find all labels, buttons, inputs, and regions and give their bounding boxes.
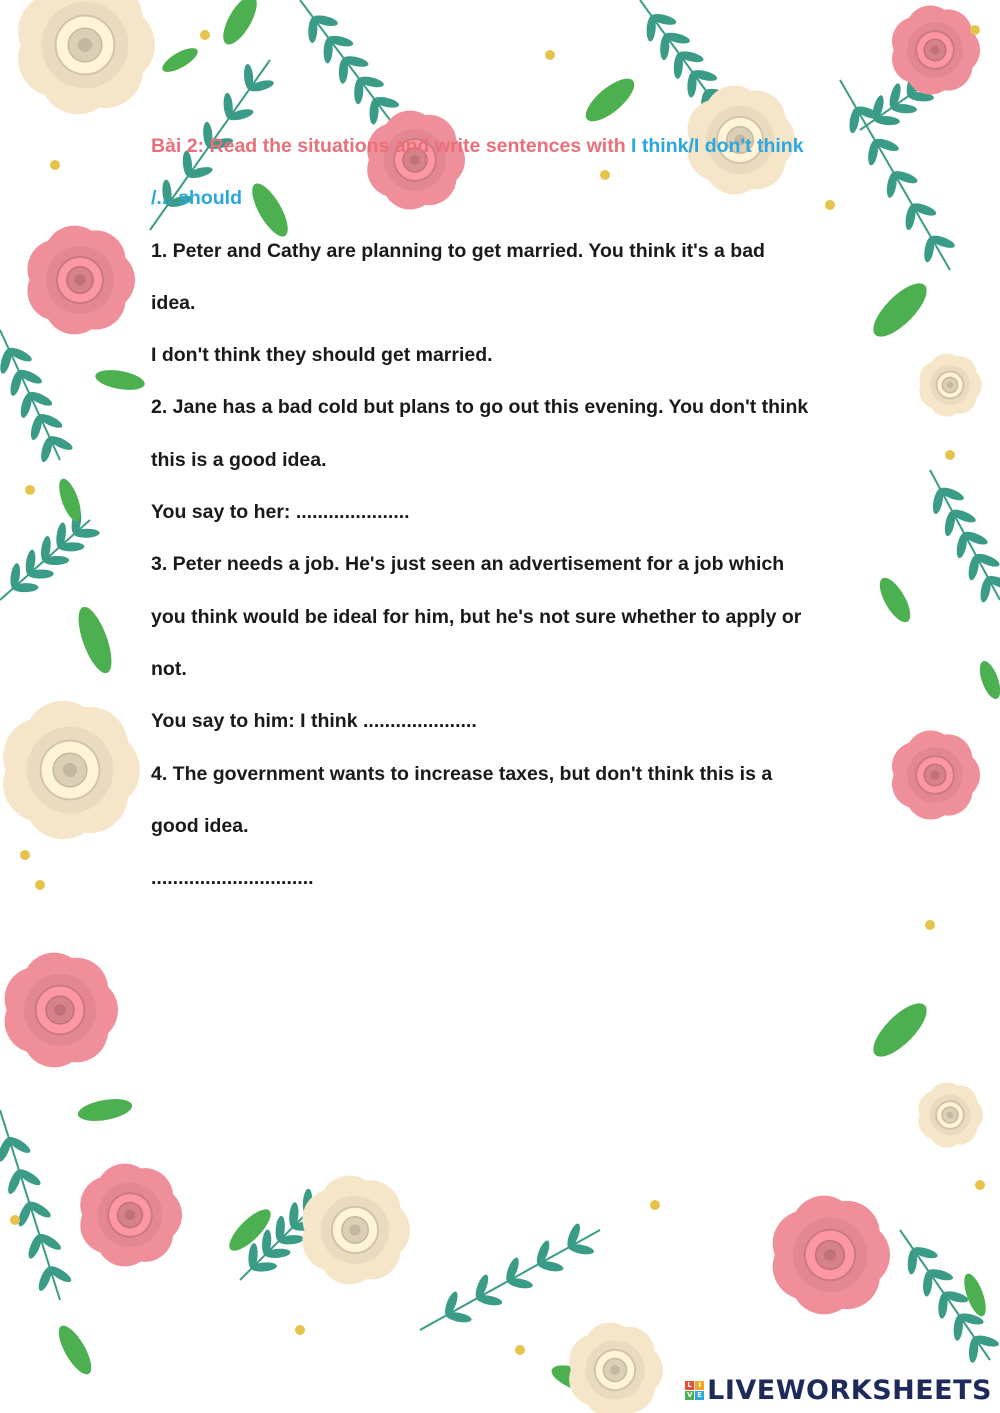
- answer-line[interactable]: You say to her: .....................: [151, 501, 410, 524]
- leaf-icon: [976, 658, 1000, 701]
- dot-icon: [650, 1200, 660, 1210]
- rose-icon: [918, 1082, 983, 1147]
- rose-icon: [892, 6, 980, 95]
- sprig-icon: [0, 508, 100, 600]
- dot-icon: [35, 880, 45, 890]
- dot-icon: [970, 25, 980, 35]
- worksheet-title-line-1: [151, 130, 871, 182]
- dot-icon: [50, 160, 60, 170]
- rose-icon: [569, 1323, 663, 1413]
- sprig-icon: [930, 470, 1000, 603]
- leaf-icon: [159, 44, 201, 77]
- sprig-icon: [900, 1230, 1000, 1363]
- rose-icon: [919, 353, 982, 416]
- title-part: I think/I don't think: [631, 135, 804, 157]
- logo-mark-letter: L: [685, 1381, 694, 1390]
- leaf-icon: [865, 275, 934, 344]
- title-part: /... should: [151, 187, 242, 210]
- sprig-icon: [300, 0, 400, 125]
- exercise-line: 3. Peter needs a job. He's just seen an advertisement for a job which: [151, 553, 785, 576]
- exercise-line: idea.: [151, 291, 196, 314]
- sprig-icon: [0, 1110, 73, 1300]
- leaf-icon: [579, 72, 640, 129]
- exercise-line: 4. The government wants to increase taxes, but don't think this is a: [151, 762, 773, 785]
- answer-line[interactable]: You say to him: I think .....................: [151, 710, 477, 733]
- leaf-icon: [217, 0, 264, 49]
- rose-icon: [80, 1164, 182, 1267]
- logo-text: LIVEWORKSHEETS: [707, 1374, 992, 1406]
- worksheet-title-line-2: [151, 182, 871, 234]
- logo-mark-letter: E: [695, 1391, 704, 1400]
- rose-icon: [773, 1196, 890, 1315]
- logo-mark-letter: I: [695, 1381, 704, 1390]
- leaf-icon: [960, 1271, 990, 1319]
- rose-icon: [892, 731, 980, 820]
- logo-mark-letter: V: [686, 1390, 693, 1399]
- dot-icon: [925, 920, 935, 930]
- exercise-line: not.: [151, 657, 187, 680]
- rose-icon: [5, 953, 118, 1068]
- liveworksheets-logo: [685, 1371, 992, 1409]
- exercise-line: good idea.: [151, 814, 249, 837]
- dot-icon: [20, 850, 30, 860]
- exercise-line: you think would be ideal for him, but he's not sure whether to apply or: [151, 605, 802, 628]
- exercise-line: this is a good idea.: [151, 448, 327, 471]
- dot-icon: [945, 450, 955, 460]
- dot-icon: [25, 485, 35, 495]
- title-part: Bài 2: Read the situations and write sentences with: [151, 135, 632, 157]
- dot-icon: [295, 1325, 305, 1335]
- leaf-icon: [76, 1095, 134, 1124]
- rose-icon: [27, 226, 135, 335]
- exercise-line: 2. Jane has a bad cold but plans to go out this evening. You don't think: [151, 396, 809, 419]
- rose-icon: [3, 701, 140, 839]
- dot-icon: [10, 1215, 20, 1225]
- sprig-icon: [0, 330, 74, 463]
- dot-icon: [975, 1180, 985, 1190]
- leaf-icon: [94, 367, 146, 393]
- dot-icon: [515, 1345, 525, 1355]
- logo-mark-icon: [685, 1381, 704, 1400]
- leaf-icon: [72, 603, 118, 677]
- answer-line[interactable]: ..............................: [151, 867, 314, 890]
- dot-icon: [200, 30, 210, 40]
- rose-icon: [18, 0, 155, 114]
- worksheet-content: [151, 130, 871, 914]
- leaf-icon: [53, 1321, 98, 1379]
- sprig-icon: [420, 1222, 600, 1330]
- exercise-line: I don't think they should get married.: [151, 344, 493, 367]
- rose-icon: [302, 1176, 410, 1285]
- dot-icon: [545, 50, 555, 60]
- leaf-icon: [874, 573, 916, 626]
- exercise-line: 1. Peter and Cathy are planning to get married. You think it's a bad: [151, 239, 765, 262]
- leaf-icon: [865, 995, 934, 1064]
